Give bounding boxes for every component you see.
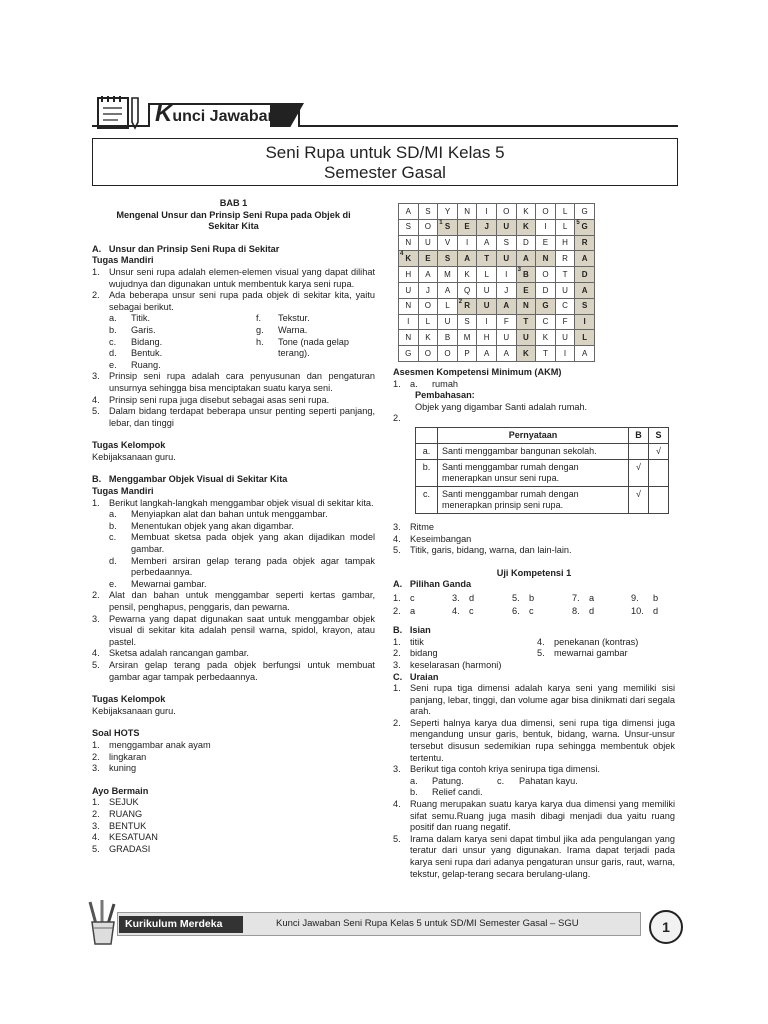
grid-cell: A [438, 282, 458, 298]
grid-cell: E [457, 219, 477, 235]
grid-cell: G [399, 346, 419, 362]
grid-cell: I [477, 314, 497, 330]
footer-title: Kunci Jawaban Seni Rupa Kelas 5 untuk SD/MI Semester Gasal – SGU [276, 918, 579, 929]
akm-q2-number: 2. [393, 413, 401, 424]
grid-cell: O [536, 204, 556, 220]
grid-cell: M [438, 267, 458, 283]
list-item: 2. Alat dan bahan untuk menggambar seperti kertas gambar, pensil, penghapus, penggaris, dan pewarna. [92, 590, 375, 612]
grid-cell: N [536, 251, 556, 267]
isian-row: 1. titik 4. penekanan (kontras) [393, 636, 639, 647]
pg-answers-row-2: 2. a 4. c 6. c 8. d 10. d [393, 605, 659, 616]
list-item: 1. menggambar anak ayam [92, 739, 211, 750]
badge-text: unci Jawaban [172, 108, 278, 125]
list-item: 2. RUANG [92, 808, 143, 819]
list-item: 3. Pewarna yang dapat digunakan saat untuk menggambar objek visual di sekitar kita adalah pensil warna, spidol, krayon, atau pastel. [92, 613, 375, 647]
sub-list-item: a. Menyiapkan alat dan bahan untuk menggambar. [109, 509, 328, 520]
isian-row: 2. bidang 5. mewarnai gambar [393, 648, 628, 659]
pembahasan-text: Objek yang digambar Santi adalah rumah. [415, 401, 588, 412]
list-item: 4. Keseimbangan [393, 533, 472, 544]
clue-number: 4 [400, 251, 404, 258]
grid-row [399, 346, 595, 362]
grid-cell: A [477, 346, 497, 362]
grid-cell: L [555, 204, 575, 220]
grid-cell: O [418, 346, 438, 362]
page-number: 1 [649, 910, 683, 944]
grid-cell: A [418, 267, 438, 283]
table-header-b: B [629, 427, 649, 443]
grid-cell: K [516, 219, 536, 235]
grid-cell: I [575, 314, 595, 330]
grid-cell: K [457, 267, 477, 283]
word-search-grid [398, 203, 595, 362]
grid-cell: E [536, 235, 556, 251]
grid-cell: A [575, 282, 595, 298]
document-title-box [92, 138, 678, 186]
uji-kompetensi-heading: Uji Kompetensi 1 [496, 567, 572, 578]
grid-cell: S [496, 235, 516, 251]
grid-cell: H [477, 330, 497, 346]
grid-cell: R [575, 235, 595, 251]
table-header-pernyataan: Pernyataan [438, 427, 629, 443]
list-item: 4. Sketsa adalah rancangan gambar. [92, 648, 249, 659]
table-row: a. Santi menggambar bangunan sekolah. √ [416, 443, 669, 459]
list-item: 1. Berikut langkah-langkah menggambar objek visual di sekitar kita. [92, 497, 374, 508]
grid-cell: U [555, 330, 575, 346]
tugas-kelompok-heading: Tugas Kelompok [92, 440, 166, 451]
grid-cell: J [418, 282, 438, 298]
grid-cell: 1 S [438, 219, 458, 235]
right-column [393, 367, 675, 880]
akm-heading: Asesmen Kompetensi Minimum (AKM) [393, 367, 562, 377]
grid-cell: C [536, 314, 556, 330]
clue-number: 5 [576, 219, 580, 226]
grid-cell: A [496, 346, 516, 362]
clue-number: 3 [517, 267, 521, 274]
grid-cell: I [555, 346, 575, 362]
grid-cell: U [516, 330, 536, 346]
grid-cell: U [399, 282, 419, 298]
badge-initial: K [155, 100, 173, 127]
grid-cell: U [496, 219, 516, 235]
grid-row [399, 235, 595, 251]
grid-cell: O [496, 204, 516, 220]
grid-cell: I [399, 314, 419, 330]
grid-cell: T [555, 267, 575, 283]
grid-cell: A [457, 251, 477, 267]
chapter-number: BAB 1 [219, 198, 248, 208]
grid-cell: C [555, 298, 575, 314]
grid-cell: H [555, 235, 575, 251]
grid-cell: R [555, 251, 575, 267]
chapter-title-1: Mengenal Unsur dan Prinsip Seni Rupa pada Objek di [116, 209, 351, 220]
isian-row: 3. keselarasan (harmoni) [393, 659, 502, 670]
grid-cell: U [438, 314, 458, 330]
grid-cell: D [575, 267, 595, 283]
sub-list-item: e. Mewarnai gambar. [109, 578, 207, 589]
grid-cell: I [536, 219, 556, 235]
tugas-kelompok-answer: Kebijaksanaan guru. [92, 451, 176, 462]
grid-cell: E [516, 282, 536, 298]
statement-table [415, 427, 669, 514]
grid-cell: B [438, 330, 458, 346]
sub-list-item: d. Memberi arsiran gelap terang pada objek agar tampak perbedaannya. [109, 555, 375, 578]
grid-cell: L [575, 330, 595, 346]
grid-cell: L [438, 298, 458, 314]
list-item: 5. GRADASI [92, 843, 151, 854]
grid-cell: A [516, 251, 536, 267]
grid-cell: D [536, 282, 556, 298]
grid-row [399, 219, 595, 235]
left-column [92, 198, 375, 855]
grid-cell: M [457, 330, 477, 346]
grid-cell: U [555, 282, 575, 298]
grid-cell: I [496, 267, 516, 283]
grid-cell: 4 K [399, 251, 419, 267]
list-item: 4. Ruang merupakan suatu karya karya dua dimensi yang memiliki sifat semu.Ruang juga masih dibagi menjadi dua yaitu ruang positif dan ruang negatif. [393, 799, 675, 833]
kunci-jawaban-label [155, 100, 278, 127]
grid-cell: S [457, 314, 477, 330]
grid-cell: J [496, 282, 516, 298]
grid-row [399, 330, 595, 346]
section-b-heading: B. Menggambar Objek Visual di Sekitar Kita [92, 474, 288, 485]
grid-cell: I [457, 235, 477, 251]
grid-cell: K [516, 346, 536, 362]
sub-list-item: c. Membuat sketsa pada objek yang akan dijadikan model gambar. [109, 532, 375, 555]
isian-heading: B. Isian [393, 625, 431, 636]
kriya-examples: b. Relief candi. [410, 787, 483, 798]
grid-cell: A [399, 204, 419, 220]
list-item: 1. SEJUK [92, 797, 139, 808]
grid-row [399, 314, 595, 330]
list-item: 3. kuning [92, 763, 137, 774]
soal-hots-heading: Soal HOTS [92, 728, 140, 739]
grid-cell: P [457, 346, 477, 362]
grid-cell: N [457, 204, 477, 220]
grid-row [399, 204, 595, 220]
grid-cell: F [496, 314, 516, 330]
grid-cell: A [575, 346, 595, 362]
grid-cell: K [418, 330, 438, 346]
grid-cell: 3 B [516, 267, 536, 283]
grid-cell: U [496, 251, 516, 267]
grid-row [399, 298, 595, 314]
pencil-cup-icon [86, 898, 120, 946]
section-a-heading: A. Unsur dan Prinsip Seni Rupa di Sekitar [92, 243, 280, 254]
grid-row [399, 282, 595, 298]
grid-cell: S [575, 298, 595, 314]
grid-cell: 2 R [457, 298, 477, 314]
list-item: 3. BENTUK [92, 820, 147, 831]
grid-cell: N [399, 330, 419, 346]
title-line-1: Seni Rupa untuk SD/MI Kelas 5 [265, 143, 505, 162]
pembahasan-label: Pembahasan: [415, 390, 475, 401]
grid-cell: U [496, 330, 516, 346]
pilihan-ganda-heading: A. Pilihan Ganda [393, 579, 472, 590]
grid-cell: E [418, 251, 438, 267]
grid-cell: L [477, 267, 497, 283]
list-item: 1. Seni rupa tiga dimensi adalah karya seni yang memiliki sisi panjang, lebar, tinggi, dan volume agar bisa dinikmati dari segala arah. [393, 683, 675, 717]
grid-cell: L [418, 314, 438, 330]
grid-cell: O [536, 267, 556, 283]
grid-cell: Y [438, 204, 458, 220]
grid-cell: D [516, 235, 536, 251]
unsur-list: a. Titik. b. Garis. c. Bidang. d. Bentuk. e. Ruang. f. Tekstur. g. Warna. h. Tone (nada gelap terang). [109, 313, 350, 370]
tugas-mandiri-heading: Tugas Mandiri [92, 486, 154, 497]
grid-cell: 5 G [575, 219, 595, 235]
pg-answers-row-1: 1. c 3. d 5. b 7. a 9. b [393, 592, 659, 603]
grid-cell: S [418, 204, 438, 220]
tugas-kelompok-heading: Tugas Kelompok [92, 694, 166, 705]
chapter-title-2: Sekitar Kita [208, 221, 259, 232]
grid-cell: K [536, 330, 556, 346]
list-item: 2. Ada beberapa unsur seni rupa pada objek di sekitar kita, yaitu sebagai berikut. [92, 290, 375, 312]
list-item: 1. Unsur seni rupa adalah elemen-elemen visual yang dapat dilihat wujudnya dan digunakan untuk membentuk karya seni rupa. [92, 266, 375, 289]
list-item: 5. Titik, garis, bidang, warna, dan lain-lain. [393, 545, 572, 556]
kurikulum-merdeka-label: Kurikulum Merdeka [119, 916, 243, 933]
list-item: 3. Ritme [393, 521, 434, 532]
akm-q1: 1. a. rumah [393, 378, 459, 389]
grid-cell: N [516, 298, 536, 314]
list-item: 5. Dalam bidang terdapat beberapa unsur penting seperti panjang, lebar, dan tinggi [92, 406, 375, 428]
title-line-2: Semester Gasal [324, 163, 446, 182]
grid-cell: A [496, 298, 516, 314]
grid-cell: U [418, 235, 438, 251]
grid-cell: J [477, 219, 497, 235]
list-item: 4. Prinsip seni rupa juga disebut sebagai asas seni rupa. [92, 394, 330, 405]
sub-list-item: b. Menentukan objek yang akan digambar. [109, 520, 294, 531]
grid-row [399, 267, 595, 283]
tugas-kelompok-answer: Kebijaksanaan guru. [92, 705, 176, 716]
grid-cell: A [477, 235, 497, 251]
list-item: 2. Seperti halnya karya dua dimensi, seni rupa tiga dimensi juga mengandung unsur garis, bentuk, bidang, warna. Unsur-unsur tersebut disusun sedemikian rupa sehingga membentuk objek tertentu. [393, 717, 675, 763]
grid-cell: N [399, 298, 419, 314]
grid-cell: G [536, 298, 556, 314]
grid-cell: V [438, 235, 458, 251]
grid-cell: O [438, 346, 458, 362]
uraian-heading: C. Uraian [393, 671, 439, 682]
grid-cell: U [477, 298, 497, 314]
grid-cell: Q [457, 282, 477, 298]
grid-cell: T [536, 346, 556, 362]
grid-cell: G [575, 204, 595, 220]
tugas-mandiri-heading: Tugas Mandiri [92, 255, 154, 266]
table-header-s: S [649, 427, 669, 443]
grid-cell: S [399, 219, 419, 235]
table-row: c. Santi menggambar rumah dengan menerapkan prinsip seni rupa. √ [416, 486, 669, 513]
grid-cell: O [418, 298, 438, 314]
grid-cell: K [516, 204, 536, 220]
grid-cell: N [399, 235, 419, 251]
ayo-bermain-heading: Ayo Bermain [92, 785, 149, 796]
clue-number: 2 [458, 298, 463, 305]
list-item: 5. Arsiran gelap terang pada objek berfungsi untuk membuat gambar agar tampak perbedaannya. [92, 659, 375, 682]
list-item: 2. lingkaran [92, 751, 147, 762]
grid-cell: U [477, 282, 497, 298]
table-row: b. Santi menggambar rumah dengan menerapkan unsur seni rupa. √ [416, 459, 669, 486]
list-item: 3. Berikut tiga contoh kriya senirupa tiga dimensi. [393, 764, 600, 775]
grid-cell: O [418, 219, 438, 235]
grid-cell: T [516, 314, 536, 330]
clue-number: 1 [439, 219, 443, 226]
grid-row [399, 251, 595, 267]
list-item: 3. Prinsip seni rupa adalah cara penyusunan dan pengaturan unsurnya sehingga bisa menciptakan suatu karya seni. [92, 371, 375, 393]
list-item: 5. Irama dalam karya seni dapat timbul jika ada pengulangan yang teratur dari unsur yang digunakan. Irama dapat terjadi pada karya seni rupa dari adanya pengaturan unsur garis, raut, warna, tekstur, gelap-terang secara berulang-ulang. [393, 833, 675, 879]
grid-cell: T [477, 251, 497, 267]
grid-cell: H [399, 267, 419, 283]
grid-cell: L [555, 219, 575, 235]
kriya-examples: a. Patung. c. Pahatan kayu. [410, 775, 578, 786]
grid-cell: A [575, 251, 595, 267]
list-item: 4. KESATUAN [92, 832, 158, 843]
grid-cell: S [438, 251, 458, 267]
grid-cell: F [555, 314, 575, 330]
grid-cell: I [477, 204, 497, 220]
